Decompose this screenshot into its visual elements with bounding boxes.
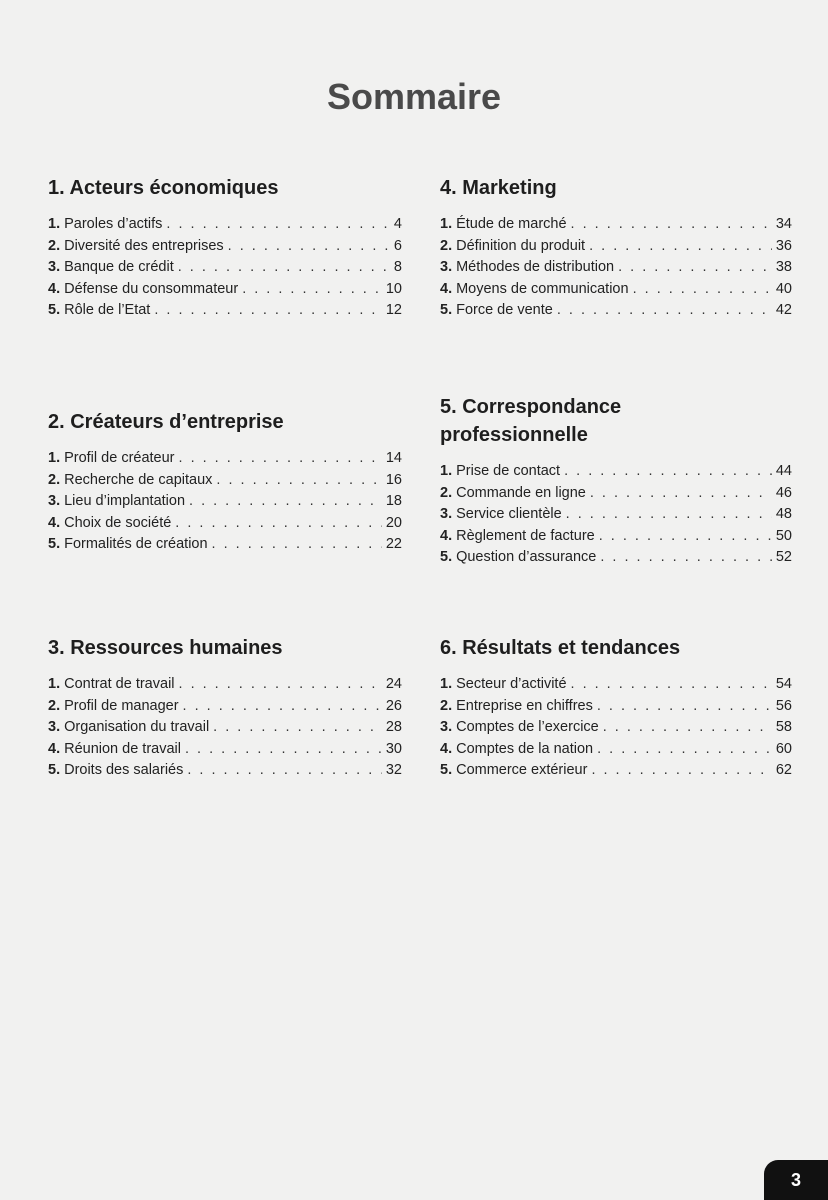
dot-leader [187,762,382,778]
entry-page: 46 [775,484,792,501]
entry-page: 20 [385,514,402,531]
entry-number: 2. [48,237,61,254]
entry-title: Réunion de travail [64,740,181,757]
dot-leader [166,216,390,232]
dot-leader [154,302,382,318]
entry-title: Contrat de travail [64,676,175,692]
entry-title: Service clientèle [456,506,562,522]
entry-page: 10 [385,280,402,297]
toc-entry[interactable] [48,719,402,741]
toc-section [440,174,792,324]
entry-page: 62 [775,762,792,778]
dot-leader [557,302,772,318]
toc-entry[interactable] [440,281,792,303]
toc-entry[interactable] [440,506,792,528]
entry-title: Diversité des entreprises [64,237,224,254]
toc-entry[interactable] [48,302,402,324]
toc-entry[interactable] [48,762,402,784]
entry-page: 42 [775,302,792,318]
entry-title: Définition du produit [456,237,586,254]
toc-entry[interactable] [440,741,792,763]
section-heading: 1. Acteurs économiques [48,177,279,199]
entry-number: 2. [440,237,453,254]
toc-entry[interactable] [440,485,792,507]
entry-title: Étude de marché [456,216,567,232]
toc-section [48,634,402,784]
entry-title: Profil de créateur [64,450,175,466]
entry-number: 5. [440,302,453,318]
section-heading: 4. Marketing [440,177,557,199]
entry-number: 1. [48,450,61,466]
entry-number: 3. [48,719,61,735]
page-number: 3 [764,1160,828,1200]
toc-entry[interactable] [48,259,402,281]
entry-title: Paroles d’actifs [64,216,163,232]
dot-leader [566,506,772,522]
entry-page: 30 [385,740,402,757]
entry-page: 58 [775,719,792,735]
dot-leader [599,528,772,544]
entry-number: 5. [440,549,453,565]
toc-entry[interactable] [440,238,792,260]
entry-number: 3. [440,259,453,275]
entry-page: 12 [385,302,402,318]
dot-leader [591,762,771,778]
toc-entry[interactable] [48,238,402,260]
entry-page: 14 [385,450,402,466]
entry-title: Rôle de l’Etat [64,302,151,318]
entry-page: 24 [385,676,402,692]
toc-entry[interactable] [440,463,792,485]
entry-page: 38 [775,259,792,275]
toc-entry[interactable] [48,515,402,537]
entry-title: Profil de manager [64,697,179,714]
toc-entry[interactable] [440,698,792,720]
toc-section [440,634,792,784]
dot-leader [603,719,772,735]
toc-entry[interactable] [440,549,792,571]
entry-page: 52 [775,549,792,565]
dot-leader [216,472,381,488]
entry-title: Comptes de la nation [456,740,594,757]
toc-entry[interactable] [440,259,792,281]
dot-leader [564,463,772,479]
toc-entry[interactable] [440,528,792,550]
entry-title: Formalités de création [64,536,208,552]
toc-entry[interactable] [440,719,792,741]
entry-number: 4. [440,280,453,297]
entry-page: 36 [775,237,792,254]
entry-title: Commande en ligne [456,484,586,501]
entry-page: 40 [775,280,792,297]
page-title: Sommaire [326,76,502,117]
entry-page: 54 [775,676,792,692]
entry-page: 18 [385,493,402,509]
section-heading: 5. Correspondance professionnelle [440,396,622,446]
dot-leader [185,741,382,757]
entry-title: Défense du consommateur [64,280,239,297]
entry-number: 1. [440,463,453,479]
entry-title: Entreprise en chiffres [456,697,593,714]
toc-entry[interactable] [48,676,402,698]
section-heading: 6. Résultats et tendances [440,637,681,659]
entry-page: 4 [393,216,402,232]
entry-title: Banque de crédit [64,259,174,275]
toc-entry[interactable] [48,698,402,720]
entry-page: 6 [393,237,402,254]
entry-number: 1. [440,676,453,692]
entry-title: Comptes de l’exercice [456,719,599,735]
dot-leader [589,238,772,254]
toc-entry[interactable] [440,762,792,784]
entry-page: 32 [385,762,402,778]
entry-page: 22 [385,536,402,552]
entry-title: Force de vente [456,302,553,318]
entry-page: 56 [775,697,792,714]
toc-entry[interactable] [440,302,792,324]
toc-section [48,174,402,324]
dot-leader [175,515,382,531]
dot-leader [213,719,382,735]
entry-page: 44 [775,463,792,479]
dot-leader [212,536,382,552]
dot-leader [189,493,382,509]
entry-number: 4. [440,527,453,544]
toc-entry[interactable] [440,216,792,238]
dot-leader [597,698,772,714]
entry-title: Lieu d’implantation [64,493,186,509]
entry-number: 5. [440,762,453,778]
dot-leader [183,698,382,714]
toc-entry[interactable] [440,676,792,698]
entry-number: 4. [48,514,61,531]
entry-title: Choix de société [64,514,172,531]
entry-number: 2. [440,697,453,714]
entry-page: 8 [393,259,402,275]
entry-number: 3. [440,506,453,522]
entry-page: 26 [385,697,402,714]
entry-page: 16 [385,471,402,488]
entry-title: Secteur d’activité [456,676,567,692]
entry-title: Règlement de facture [456,527,595,544]
entry-page: 34 [775,216,792,232]
dot-leader [597,741,772,757]
toc-entry[interactable] [48,281,402,303]
dot-leader [242,281,382,297]
entry-title: Organisation du travail [64,719,210,735]
dot-leader [633,281,772,297]
entry-number: 2. [48,697,61,714]
toc-entry[interactable] [48,741,402,763]
entry-title: Moyens de communication [456,280,629,297]
entry-title: Commerce extérieur [456,762,588,778]
dot-leader [178,259,390,275]
toc-section [48,408,402,558]
entry-number: 4. [48,280,61,297]
entry-number: 3. [48,259,61,275]
entry-number: 1. [440,216,453,232]
toc-entry[interactable] [48,216,402,238]
entry-page: 28 [385,719,402,735]
toc-entry[interactable] [48,536,402,558]
entry-page: 60 [775,740,792,757]
dot-leader [179,676,382,692]
entry-number: 5. [48,762,61,778]
toc-section [440,393,792,571]
entry-number: 2. [48,471,61,488]
dot-leader [571,676,772,692]
toc-entry[interactable] [48,472,402,494]
toc-entry[interactable] [48,493,402,515]
entry-title: Question d’assurance [456,549,597,565]
toc-entry[interactable] [48,450,402,472]
entry-title: Recherche de capitaux [64,471,213,488]
entry-title: Droits des salariés [64,762,184,778]
entry-page: 48 [775,506,792,522]
entry-number: 1. [48,676,61,692]
entry-number: 1. [48,216,61,232]
dot-leader [571,216,772,232]
dot-leader [179,450,382,466]
entry-number: 3. [48,493,61,509]
entry-number: 4. [440,740,453,757]
entry-number: 2. [440,484,453,501]
dot-leader [590,485,772,501]
entry-number: 5. [48,536,61,552]
entry-page: 50 [775,527,792,544]
dot-leader [600,549,772,565]
entry-number: 5. [48,302,61,318]
entry-title: Prise de contact [456,463,561,479]
entry-number: 3. [440,719,453,735]
entry-title: Méthodes de distribution [456,259,615,275]
section-heading: 3. Ressources humaines [48,637,283,659]
section-heading: 2. Créateurs d’entreprise [48,411,284,433]
dot-leader [228,238,390,254]
dot-leader [618,259,772,275]
entry-number: 4. [48,740,61,757]
